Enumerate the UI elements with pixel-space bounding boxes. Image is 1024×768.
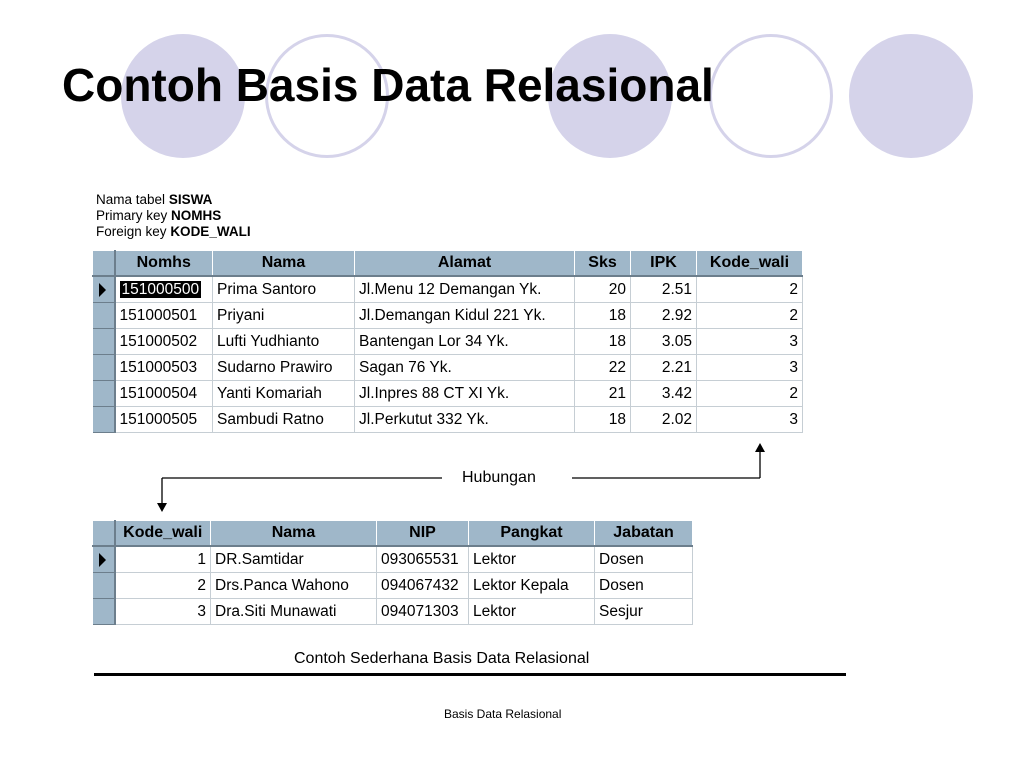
cell-value: 2.51 (661, 280, 692, 298)
cell-value: 22 (608, 358, 626, 376)
meta-table-value: SISWA (168, 192, 213, 207)
cell-value: Sesjur (599, 602, 643, 620)
cell-value: 151000504 (119, 384, 198, 402)
figure-caption: Contoh Sederhana Basis Data Relasional (294, 650, 590, 667)
cell-value: Prima Santoro (217, 280, 317, 298)
slide-title: Contoh Basis Data Relasional (62, 59, 714, 111)
caption-rule (94, 673, 846, 676)
cell-value: 3 (789, 332, 798, 350)
cell-value: Dra.Siti Munawati (215, 602, 337, 620)
column-header[interactable]: Nomhs (115, 251, 213, 277)
cell-value: 093065531 (381, 550, 459, 568)
cell-value: Jl.Menu 12 Demangan Yk. (359, 280, 542, 298)
cell-value: Lufti Yudhianto (217, 332, 320, 350)
cell-value: 2 (789, 306, 798, 324)
cell-value: 3 (789, 358, 798, 376)
cell-value: 151000502 (119, 332, 198, 350)
meta-pk-value: NOMHS (171, 208, 222, 223)
cell-value: 151000501 (119, 306, 198, 324)
cell-value: Sudarno Prawiro (217, 358, 333, 376)
cell-value: Jl.Perkutut 332 Yk. (359, 410, 489, 428)
meta-fk-label: Foreign key (96, 224, 167, 239)
cell-value: 2 (789, 384, 798, 402)
cell-value: 2 (197, 576, 206, 594)
relation-label: Hubungan (462, 469, 536, 486)
cell-value: 3 (197, 602, 206, 620)
column-header[interactable]: Nama (211, 521, 377, 547)
cell-value: 094071303 (381, 602, 459, 620)
column-header[interactable]: Nama (213, 251, 355, 277)
cell-value: Drs.Panca Wahono (215, 576, 349, 594)
cell-value: 1 (197, 550, 206, 568)
meta-table-label: Nama tabel (96, 192, 166, 207)
column-header[interactable]: NIP (377, 521, 469, 547)
cell-value: Lektor (473, 602, 517, 620)
cell-value: 3 (789, 410, 798, 428)
column-header[interactable]: Kode_wali (697, 251, 803, 277)
cell-value: 18 (608, 410, 626, 428)
cell-value: 2 (789, 280, 798, 298)
arrow-up-icon (755, 443, 765, 452)
cell-value: 2.92 (661, 306, 692, 324)
slide-footer: Basis Data Relasional (444, 707, 562, 721)
cell-value: Bantengan Lor 34 Yk. (359, 332, 509, 350)
meta-fk-value: KODE_WALI (170, 224, 251, 239)
column-header[interactable]: IPK (631, 251, 697, 277)
cell-value: 094067432 (381, 576, 459, 594)
cell-value: 2.02 (661, 410, 692, 428)
cell-value: Sagan 76 Yk. (359, 358, 452, 376)
cell-value: 151000503 (119, 358, 198, 376)
cell-value: Jl.Inpres 88 CT XI Yk. (359, 384, 510, 402)
column-header[interactable]: Sks (575, 251, 631, 277)
cell-value: 3.42 (661, 384, 692, 402)
cell-value: 18 (608, 332, 626, 350)
cell-value: Lektor (473, 550, 517, 568)
cell-value: Dosen (599, 550, 644, 568)
cell-value: Dosen (599, 576, 644, 594)
column-header[interactable]: Kode_wali (115, 521, 211, 547)
cell-value: Priyani (217, 306, 265, 324)
cell-value: 20 (608, 280, 626, 298)
column-header[interactable]: Alamat (355, 251, 575, 277)
selected-cell-value: 151000500 (121, 280, 200, 298)
cell-value: 21 (608, 384, 626, 402)
cell-value: Sambudi Ratno (217, 410, 324, 428)
cell-value: 2.21 (661, 358, 692, 376)
cell-value: 151000505 (119, 410, 198, 428)
arrow-down-icon (157, 503, 167, 512)
column-header[interactable]: Pangkat (469, 521, 595, 547)
meta-pk-label: Primary key (96, 208, 168, 223)
cell-value: DR.Samtidar (215, 550, 304, 568)
cell-value: Yanti Komariah (217, 384, 322, 402)
cell-value: Jl.Demangan Kidul 221 Yk. (359, 306, 546, 324)
column-header[interactable]: Jabatan (595, 521, 693, 547)
cell-value: Lektor Kepala (473, 576, 569, 594)
cell-value: 3.05 (661, 332, 692, 350)
cell-value: 18 (608, 306, 626, 324)
